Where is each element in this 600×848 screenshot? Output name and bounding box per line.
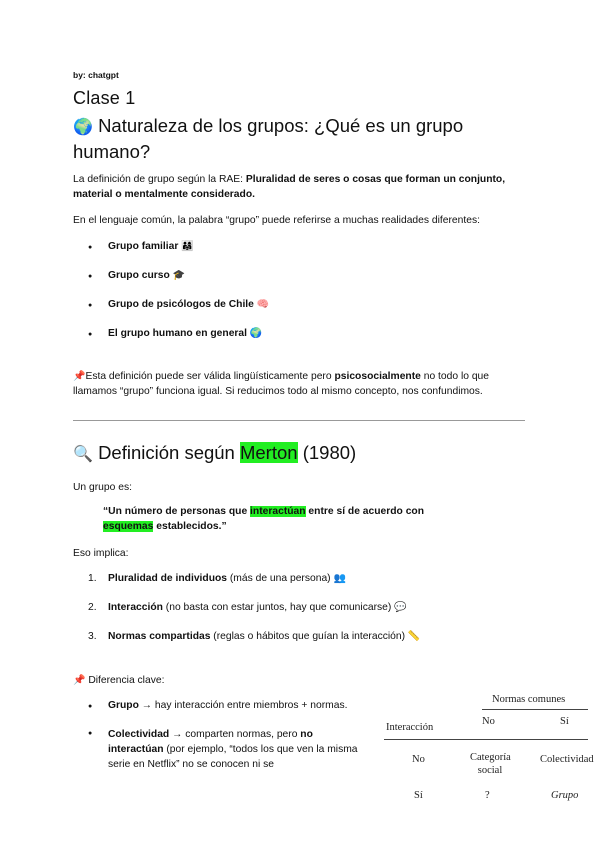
merton-heading xyxy=(73,442,356,464)
main-heading-text: Naturaleza de los grupos: ¿Qué es un grupo humano? xyxy=(73,115,464,162)
row1-cell1: Categoría social xyxy=(470,752,511,776)
rae-prefix: La definición de grupo según la RAE: xyxy=(73,174,246,185)
interactuan-highlight: interactúan xyxy=(250,506,306,517)
clase-title: Clase 1 xyxy=(73,88,136,108)
item-rest: (no basta con estar juntos, hay que comunicarse) xyxy=(162,602,395,613)
heading-b: (1980) xyxy=(297,442,357,463)
quote-b: entre sí de acuerdo con xyxy=(305,506,425,517)
esquemas-highlight: esquemas xyxy=(103,521,154,532)
table-divider xyxy=(384,739,588,740)
graduation-cap-icon: 🎓 xyxy=(172,270,186,281)
example-label: Grupo de psicólogos de Chile xyxy=(108,299,254,310)
list-item xyxy=(88,270,269,299)
item-rest: → comparten normas, pero xyxy=(169,729,301,740)
row2-label: Sí xyxy=(414,790,423,801)
item-rest: (más de una persona) xyxy=(227,573,334,584)
item-rest: (reglas o hábitos que guían la interacción) xyxy=(210,631,408,642)
item-bold2: no interactúan xyxy=(108,729,313,755)
list-item xyxy=(88,700,358,727)
byline: by: chatgpt xyxy=(73,70,119,80)
item-bold: Normas compartidas xyxy=(108,631,211,642)
examples-list xyxy=(88,241,269,357)
list-item xyxy=(88,328,269,357)
diff-list xyxy=(88,700,358,772)
list-item xyxy=(88,241,269,270)
example-label: El grupo humano en general xyxy=(108,328,248,339)
col-no: No xyxy=(482,716,495,727)
implications-list xyxy=(88,573,420,660)
pin-icon: 📌 xyxy=(73,371,86,382)
norms-interaction-table xyxy=(384,694,594,834)
diferencia-text: Diferencia clave: xyxy=(85,675,165,686)
quote-a: “Un número de personas que xyxy=(103,506,251,517)
magnifier-icon: 🔍 xyxy=(73,444,93,463)
merton-highlight: Merton xyxy=(239,442,298,463)
list-item xyxy=(88,631,420,660)
example-label: Grupo curso xyxy=(108,270,170,281)
rae-definition xyxy=(73,172,523,202)
row2-cell2: Grupo xyxy=(551,790,579,801)
item-number: 2. xyxy=(88,602,97,613)
col-si: Sí xyxy=(560,716,569,727)
pin-icon: 📌 xyxy=(73,675,86,686)
item-bold: Colectividad xyxy=(108,729,170,740)
table-divider xyxy=(482,709,588,710)
row1-cell2: Colectividad xyxy=(540,754,594,765)
item-rest: → hay interacción entre miembros + normas. xyxy=(138,700,348,711)
brain-icon: 🧠 xyxy=(256,299,270,310)
list-item xyxy=(88,727,358,772)
list-item xyxy=(88,573,420,602)
eso-implica: Eso implica: xyxy=(73,548,129,559)
list-item xyxy=(88,602,420,631)
quote-c: establecidos.” xyxy=(153,521,227,532)
merton-quote xyxy=(103,504,473,534)
item-rest2: (por ejemplo, “todos los que ven la misma serie en Netflix” no se conocen ni se xyxy=(108,744,358,770)
people-icon: 👥 xyxy=(333,573,346,584)
family-icon: 👨‍👩‍👧 xyxy=(181,241,194,252)
ruler-icon: 📏 xyxy=(407,631,421,642)
divider xyxy=(73,420,525,421)
item-number: 1. xyxy=(88,573,97,584)
diferencia-clave xyxy=(73,673,523,688)
note-b: no todo lo que llamamos “grupo” funciona igual. Si reducimos todo al mismo concepto, nos confundimos. xyxy=(73,371,490,397)
table-header-top: Normas comunes xyxy=(492,694,566,705)
item-number: 3. xyxy=(88,631,97,642)
row2-cell1: ? xyxy=(485,790,490,801)
row1-label: No xyxy=(412,754,425,765)
example-label: Grupo familiar xyxy=(108,241,179,252)
heading-a: Definición según xyxy=(98,442,240,463)
note-bold: psicosocialmente xyxy=(334,371,421,382)
common-intro: En el lenguaje común, la palabra “grupo” puede referirse a muchas realidades diferentes: xyxy=(73,215,480,226)
globe-icon: 🌍 xyxy=(73,117,93,136)
rae-bold: Pluralidad de seres o cosas que forman un conjunto, material o mentalmente considerado. xyxy=(73,174,506,200)
un-grupo-es: Un grupo es: xyxy=(73,482,132,493)
list-item xyxy=(88,299,269,328)
note-a: Esta definición puede ser válida lingüísticamente pero xyxy=(85,371,335,382)
item-bold: Interacción xyxy=(108,602,163,613)
note-psicosocial xyxy=(73,369,523,399)
item-bold: Grupo xyxy=(108,700,139,711)
globe-icon: 🌍 xyxy=(249,328,263,339)
speech-bubble-icon: 💬 xyxy=(394,602,407,613)
item-bold: Pluralidad de individuos xyxy=(108,573,228,584)
row-header: Interacción xyxy=(386,722,434,733)
main-heading xyxy=(73,113,503,164)
